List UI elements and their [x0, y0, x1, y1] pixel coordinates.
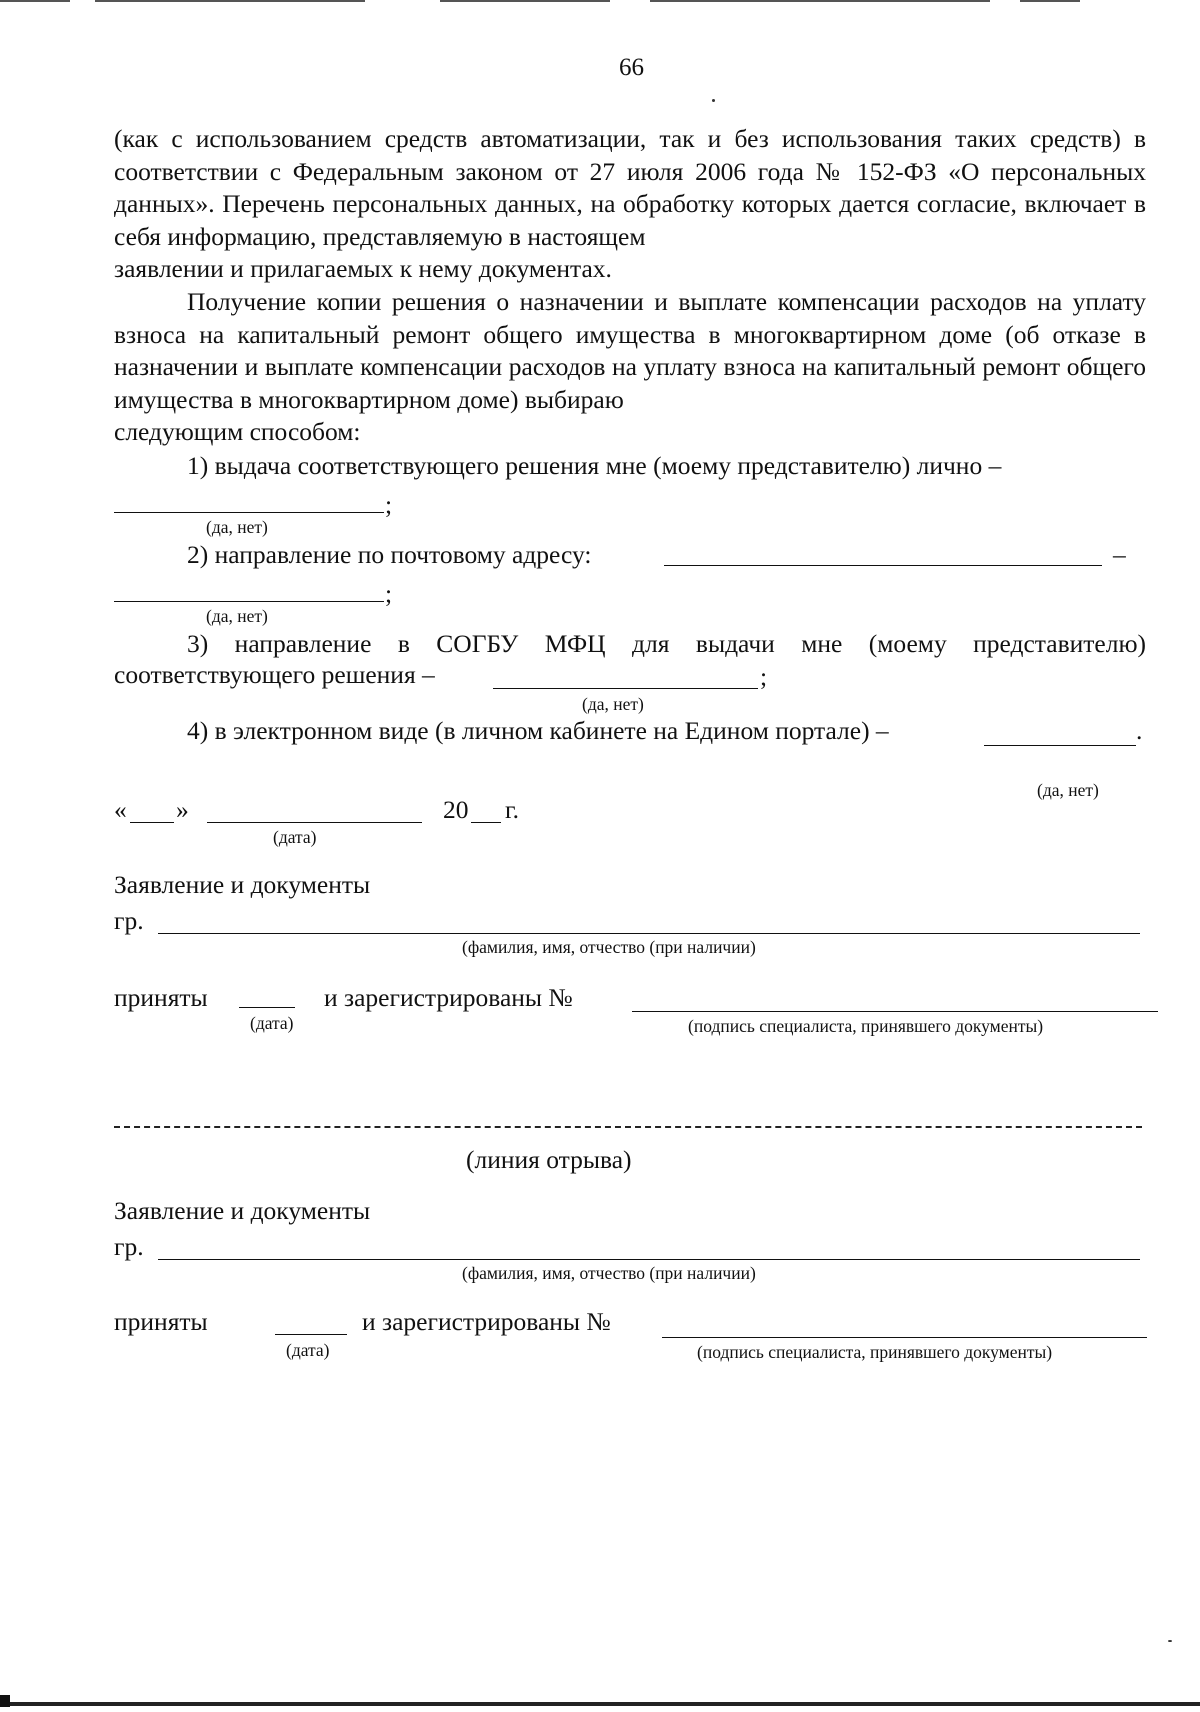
- date-close-quote: »: [176, 795, 189, 824]
- yes-no-caption: (да, нет): [206, 517, 268, 537]
- postal-address-field[interactable]: [664, 565, 1102, 566]
- citizen-prefix: гр.: [114, 1232, 144, 1261]
- semicolon: ;: [385, 579, 393, 608]
- option-1-answer-field[interactable]: [114, 512, 384, 513]
- consent-paragraph: [114, 123, 1146, 286]
- option-4-text: 4) в электронном виде (в личном кабинете на Едином портале) –: [187, 716, 889, 745]
- date-open-quote: «: [114, 795, 127, 824]
- page-number: 66: [619, 54, 644, 81]
- scan-top-edge: [0, 0, 1200, 3]
- yes-no-caption: (да, нет): [1037, 780, 1099, 800]
- option-3-text-continued: соответствующего решения –: [114, 660, 435, 689]
- accepted-date-field[interactable]: [275, 1334, 347, 1335]
- date-caption: (дата): [273, 827, 317, 847]
- receipt-title: Заявление и документы: [114, 1196, 371, 1225]
- date-day-field[interactable]: [130, 822, 174, 823]
- yes-no-caption: (да, нет): [206, 606, 268, 626]
- option-2-answer-field[interactable]: [114, 601, 384, 602]
- accepted-label: приняты: [114, 983, 208, 1012]
- delivery-line: (об отказе в назначении и выплате компенсации расходов на уплату взноса на: [114, 319, 1147, 382]
- scan-speck: [712, 99, 715, 102]
- delivery-line: уплату взноса на капитальный ремонт общего имущества в многоквартирном доме: [114, 287, 1147, 349]
- fio-caption: (фамилия, имя, отчество (при наличии): [462, 937, 756, 957]
- consent-line: персональных данных». Перечень персональных данных, на обработку которых: [114, 156, 1147, 219]
- date-caption: (дата): [286, 1340, 330, 1360]
- consent-line: заявлении и прилагаемых к нему документах.: [114, 254, 612, 284]
- delivery-line: следующим способом:: [114, 417, 361, 447]
- scan-bottom-edge: [0, 1702, 1200, 1706]
- consent-line: средств) в соответствии с Федеральным законом от 27 июля 2006 года № 152-ФЗ «О: [114, 124, 1146, 186]
- registered-label: и зарегистрированы №: [362, 1307, 611, 1336]
- citizen-prefix: гр.: [114, 906, 144, 935]
- scan-speck: [1168, 1640, 1172, 1642]
- tear-line: [114, 1126, 1142, 1128]
- citizen-name-field[interactable]: [158, 933, 1140, 934]
- option-3-text: 3) направление в СОГБУ МФЦ для выдачи мне (моему представителю): [187, 629, 1146, 658]
- fio-caption: (фамилия, имя, отчество (при наличии): [462, 1263, 756, 1283]
- date-year-prefix: 20: [443, 795, 469, 824]
- accepted-date-field[interactable]: [239, 1007, 295, 1008]
- semicolon: ;: [760, 662, 768, 691]
- date-caption: (дата): [250, 1013, 294, 1033]
- date-year-suffix: г.: [505, 795, 519, 824]
- semicolon: ;: [385, 490, 393, 519]
- delivery-line: капитальный ремонт общего имущества в многоквартирном доме) выбираю: [114, 352, 1147, 414]
- date-month-field[interactable]: [207, 822, 422, 823]
- date-year-field[interactable]: [471, 822, 501, 823]
- signature-caption: (подпись специалиста, принявшего документы): [697, 1342, 1053, 1362]
- period: .: [1136, 716, 1143, 745]
- yes-no-caption: (да, нет): [582, 694, 644, 714]
- delivery-line: Получение копии решения о назначении и выплате компенсации расходов на: [187, 287, 1063, 316]
- registration-signature-field[interactable]: [632, 1011, 1158, 1012]
- citizen-name-field[interactable]: [158, 1259, 1140, 1260]
- delivery-paragraph: [114, 286, 1146, 449]
- registration-signature-field[interactable]: [662, 1337, 1147, 1338]
- option-3-answer-field[interactable]: [493, 688, 758, 689]
- dash: –: [1113, 540, 1126, 569]
- option-1-text: 1) выдача соответствующего решения мне (моему представителю) лично –: [187, 451, 1002, 480]
- option-4-answer-field[interactable]: [984, 745, 1136, 746]
- scan-corner-mark: [0, 1695, 10, 1707]
- signature-caption: (подпись специалиста, принявшего документы): [688, 1016, 1044, 1036]
- consent-line: дается согласие, включает в себя информацию, представляемую в настоящем: [114, 189, 1146, 251]
- consent-line: (как с использованием средств автоматизации, так и без использования таких: [114, 124, 1017, 153]
- registered-label: и зарегистрированы №: [324, 983, 573, 1012]
- receipt-title: Заявление и документы: [114, 870, 371, 899]
- option-2-text: 2) направление по почтовому адресу:: [187, 540, 592, 569]
- tear-line-label: (линия отрыва): [466, 1145, 632, 1174]
- accepted-label: приняты: [114, 1307, 208, 1336]
